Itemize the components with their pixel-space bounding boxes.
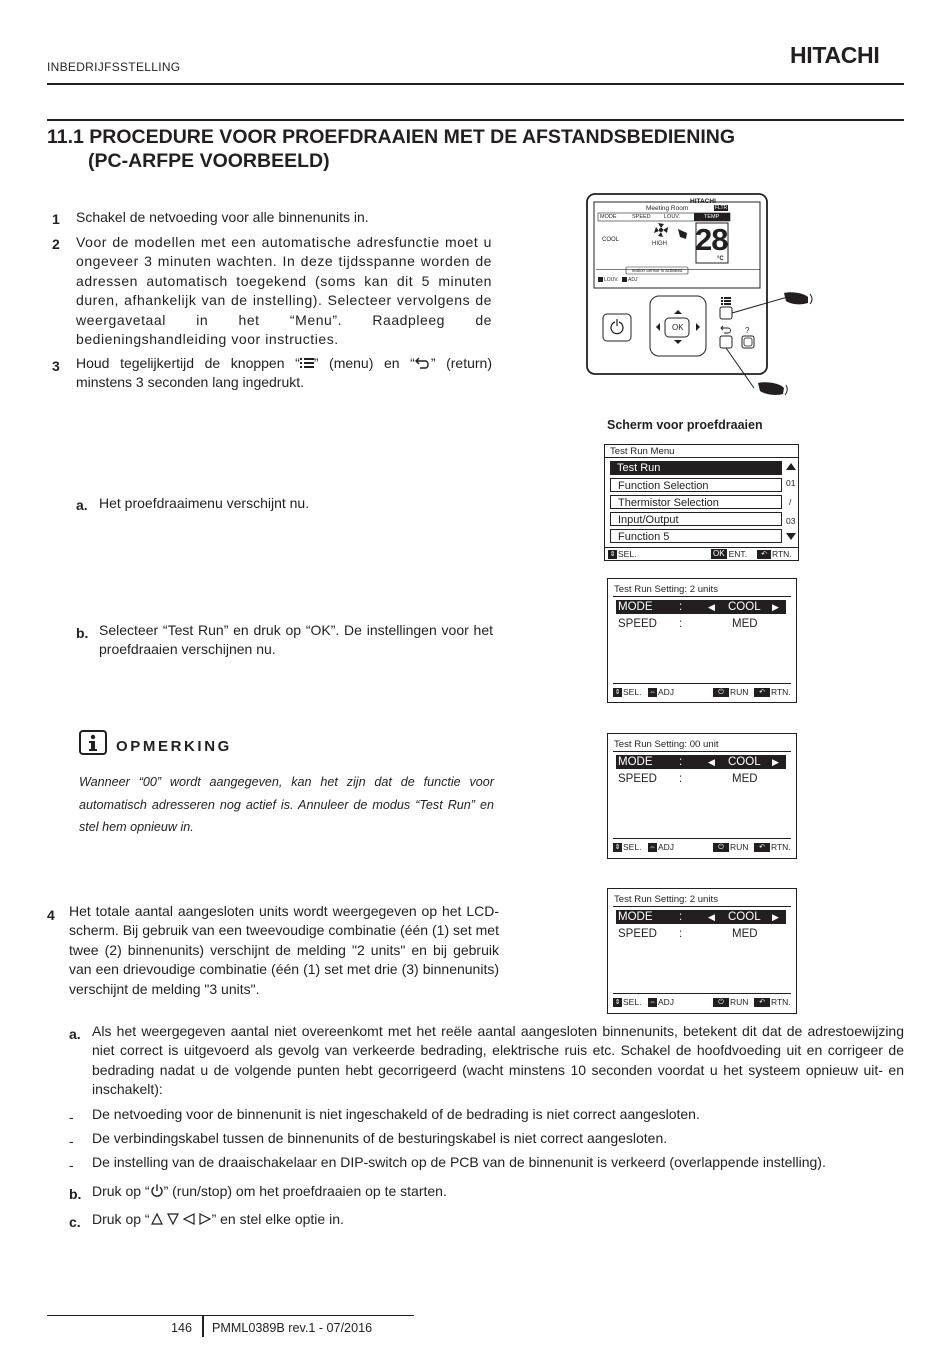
remote-tab-mode: MODE: [600, 214, 617, 220]
page-title: 11.1 PROCEDURE VOOR PROEFDRAAIEN MET DE AFSTANDSBEDIENING: [47, 126, 736, 148]
footer-ent: OK ENT.: [713, 549, 747, 559]
substep-text: Druk op “ ” (run/stop) om het proefdraaien op te starten.: [92, 1183, 447, 1199]
substep-text: Het proefdraaimenu verschijnt nu.: [99, 495, 310, 511]
ok-button[interactable]: OK: [672, 323, 684, 332]
power-icon: ⏻: [713, 688, 729, 697]
page-total: 03: [786, 516, 796, 526]
screen-divider: [613, 906, 791, 907]
substep-letter: b.: [69, 1186, 82, 1202]
left-arrow-icon[interactable]: ◀: [708, 912, 715, 922]
scroll-down-icon: [785, 532, 797, 542]
menu-icon: [300, 357, 314, 369]
menu-item-test-run[interactable]: Test Run: [610, 461, 782, 475]
remote-room: Meeting Room: [646, 205, 689, 212]
right-arrow-icon[interactable]: ▶: [772, 602, 779, 612]
updown-icon: ⇕: [609, 550, 616, 558]
menu-item-function-5[interactable]: Function 5: [610, 529, 782, 543]
updown-icon: ⇕: [614, 688, 621, 696]
step-text: Het totale aantal aangesloten units wordt weergegeven op het LCD-scherm. Bij gebruik van een tweevoudige combinatie (één (1) set met twee (2) binnenunits) verschijnt de melding "2 units" en bij gebruik van een drievoudige combinatie (één (1) set met drie (3) binnenunits) verschijnt de melding "3 units".: [69, 903, 499, 997]
test-run-setting-screen: [607, 888, 797, 1014]
substep-letter: a.: [69, 1026, 81, 1042]
test-run-setting-screen: [607, 578, 797, 703]
remote-unit: °C: [717, 256, 724, 262]
screen-divider: [613, 993, 791, 994]
footer-adj: ⇔ ADJ: [649, 842, 675, 852]
screen-title: Test Run Setting: 2 units: [614, 584, 718, 595]
substep-text: Druk op “ ” en stel elke optie in.: [92, 1211, 344, 1227]
right-arrow-icon[interactable]: ▶: [772, 757, 779, 767]
remote-adj-label: ADJ: [628, 277, 638, 283]
list-item: - De verbindingskabel tussen de binnenunits of de besturingskabel is niet correct aangesloten.: [69, 1130, 668, 1149]
remote-brand: HITACHI: [690, 198, 716, 205]
footer-rtn: ↶ RTN.: [754, 687, 791, 697]
menu-item-function-selection[interactable]: Function Selection: [610, 478, 782, 492]
substep-letter: c.: [69, 1214, 81, 1230]
title-rule: [47, 119, 904, 121]
power-icon: ⏻: [713, 998, 729, 1007]
page-current: 01: [786, 478, 796, 488]
remote-controller: [586, 193, 816, 411]
return-icon: [415, 357, 431, 369]
note-text: Wanneer “00” wordt aangegeven, kan het zijn dat de functie voor automatisch adresseren nog actief is. Annuleer de modus “Test Run” en stel hem opnieuw in.: [79, 775, 494, 835]
screen-divider: [613, 596, 791, 597]
speed-row[interactable]: SPEED : MED: [618, 618, 758, 630]
return-icon: ↶: [754, 688, 770, 697]
screen-divider: [605, 547, 798, 548]
screen-caption: Scherm voor proefdraaien: [607, 418, 763, 432]
substep-text: Selecteer “Test Run” en druk op “OK”. De instellingen voor het proefdraaien verschijnen nu.: [99, 622, 493, 658]
substep-text: Als het weergegeven aantal niet overeenkomt met het reële aantal aangesloten binnenunits, betekent dit dat de adrestoewijzing niet correct is uitgevoerd als gevolg van verkeerde bedrading, elektrische ruis etc. Schakel de hoofdvoeding uit en corrigeer de bedrading nadat u de volgende punten hebt gecorrigeerd (wacht minstens 10 seconden voordat u het systeem opnieuw uit- en inschakelt):: [92, 1023, 904, 1098]
power-icon: [150, 1184, 164, 1198]
footer-sel: ⇕ SEL.: [609, 549, 637, 559]
remote-tab-temp: TEMP: [704, 214, 720, 220]
footer-run: ⏻ RUN: [713, 842, 748, 852]
footer-adj: ⇔ ADJ: [649, 997, 675, 1007]
doc-reference: PMML0389B rev.1 - 07/2016: [212, 1321, 373, 1335]
return-icon: ↶: [754, 998, 770, 1007]
header-rule: [47, 83, 904, 85]
remote-speed: HIGH: [652, 241, 667, 247]
screen-divider: [613, 838, 791, 839]
right-arrow-icon[interactable]: ▶: [772, 912, 779, 922]
footer-sel: ⇕ SEL.: [614, 997, 642, 1007]
motion-sensor-text: Motion Sensor is activated: [632, 268, 683, 273]
screen-title: Test Run Setting: 2 units: [614, 894, 718, 905]
remote-temp: 28: [695, 222, 728, 257]
menu-item-thermistor-selection[interactable]: Thermistor Selection: [610, 495, 782, 509]
list-item: - De instelling van de draaischakelaar en DIP-switch op de PCB van de binnenunit is verkeerd (overlappende instelling).: [69, 1154, 826, 1173]
remote-louv-label: LOUV.: [604, 277, 619, 283]
footer-sel: ⇕ SEL.: [614, 687, 642, 697]
section-label: INBEDRIJFSSTELLING: [47, 60, 181, 74]
scroll-up-icon: [785, 461, 797, 471]
footer-rtn: ↶ RTN.: [757, 549, 792, 559]
menu-item-input-output[interactable]: Input/Output: [610, 512, 782, 526]
list-item: - De netvoeding voor de binnenunit is niet ingeschakeld of de bedrading is niet correct aangesloten.: [69, 1106, 700, 1125]
screen-divider: [605, 457, 798, 458]
footer-rtn: ↶ RTN.: [754, 997, 791, 1007]
screen-divider: [613, 751, 791, 752]
return-icon: ↶: [754, 843, 770, 852]
mode-row[interactable]: MODE : ◀ COOL ▶: [616, 755, 786, 769]
substep-letter: a.: [76, 497, 88, 513]
step-number: 4: [47, 907, 55, 923]
note-title: OPMERKING: [116, 738, 232, 755]
remote-mode: COOL: [602, 237, 620, 243]
hitachi-logo: HITACHI: [790, 42, 880, 68]
step-number: 1: [52, 211, 60, 227]
screen-title: Test Run Setting: 00 unit: [614, 739, 719, 750]
mode-row[interactable]: MODE : ◀ COOL ▶: [616, 600, 786, 614]
footer-rtn: ↶ RTN.: [754, 842, 791, 852]
step-text: Houd tegelijkertijd de knoppen “ ” (menu) en “ ” (return) minstens 3 seconden lang ingedrukt.: [76, 355, 492, 391]
help-button[interactable]: ?: [745, 326, 750, 335]
test-run-setting-screen: [607, 733, 797, 859]
footer-sel: ⇕ SEL.: [614, 842, 642, 852]
step-text: Schakel de netvoeding voor alle binnenunits in.: [76, 209, 369, 225]
power-icon: ⏻: [713, 843, 729, 852]
left-arrow-icon[interactable]: ◀: [708, 602, 715, 612]
remote-tab-speed: SPEED: [632, 214, 651, 220]
arrow-keys-icon: [150, 1212, 212, 1226]
speed-row[interactable]: SPEED : MED: [618, 928, 758, 940]
leftright-icon: ⇔: [649, 843, 656, 851]
filter-badge: FLTR: [715, 205, 728, 211]
updown-icon: ⇕: [614, 843, 621, 851]
footer-run: ⏻ RUN: [713, 687, 748, 697]
return-icon: ↶: [757, 550, 771, 559]
substep-letter: b.: [76, 625, 89, 641]
step-text: Voor de modellen met een automatische adresfunctie moet u ongeveer 3 minuten wachten. In deze tijdsspanne worden de adressen automatisch toegekend (soms kan dit 5 minuten duren, afhankelijk van de instelling). Selecteer vervolgens de weergavetaal in het “Menu”. Raadpleeg de bedieningshandleiding voor instructies.: [76, 234, 492, 348]
page-number: 146: [171, 1321, 193, 1335]
bullet-list: [69, 1105, 904, 1177]
footer-rule: [47, 1315, 414, 1316]
remote-tab-louv: LOUV.: [664, 214, 681, 220]
info-icon: [79, 730, 107, 755]
page-subtitle: (PC-ARFPE VOORBEELD): [88, 150, 330, 172]
screen-title: Test Run Menu: [610, 446, 675, 457]
footer-run: ⏻ RUN: [713, 997, 748, 1007]
step-number: 3: [52, 358, 60, 374]
left-arrow-icon[interactable]: ◀: [708, 757, 715, 767]
leftright-icon: ⇔: [649, 688, 656, 696]
footer-separator: [202, 1315, 204, 1337]
updown-icon: ⇕: [614, 998, 621, 1006]
page-separator: /: [789, 497, 792, 507]
footer-adj: ⇔ ADJ: [649, 687, 675, 697]
screen-divider: [613, 683, 791, 684]
step-number: 2: [52, 236, 60, 252]
mode-row[interactable]: MODE : ◀ COOL ▶: [616, 910, 786, 924]
test-run-menu-screen: [604, 444, 799, 561]
leftright-icon: ⇔: [649, 998, 656, 1006]
speed-row[interactable]: SPEED : MED: [618, 773, 758, 785]
